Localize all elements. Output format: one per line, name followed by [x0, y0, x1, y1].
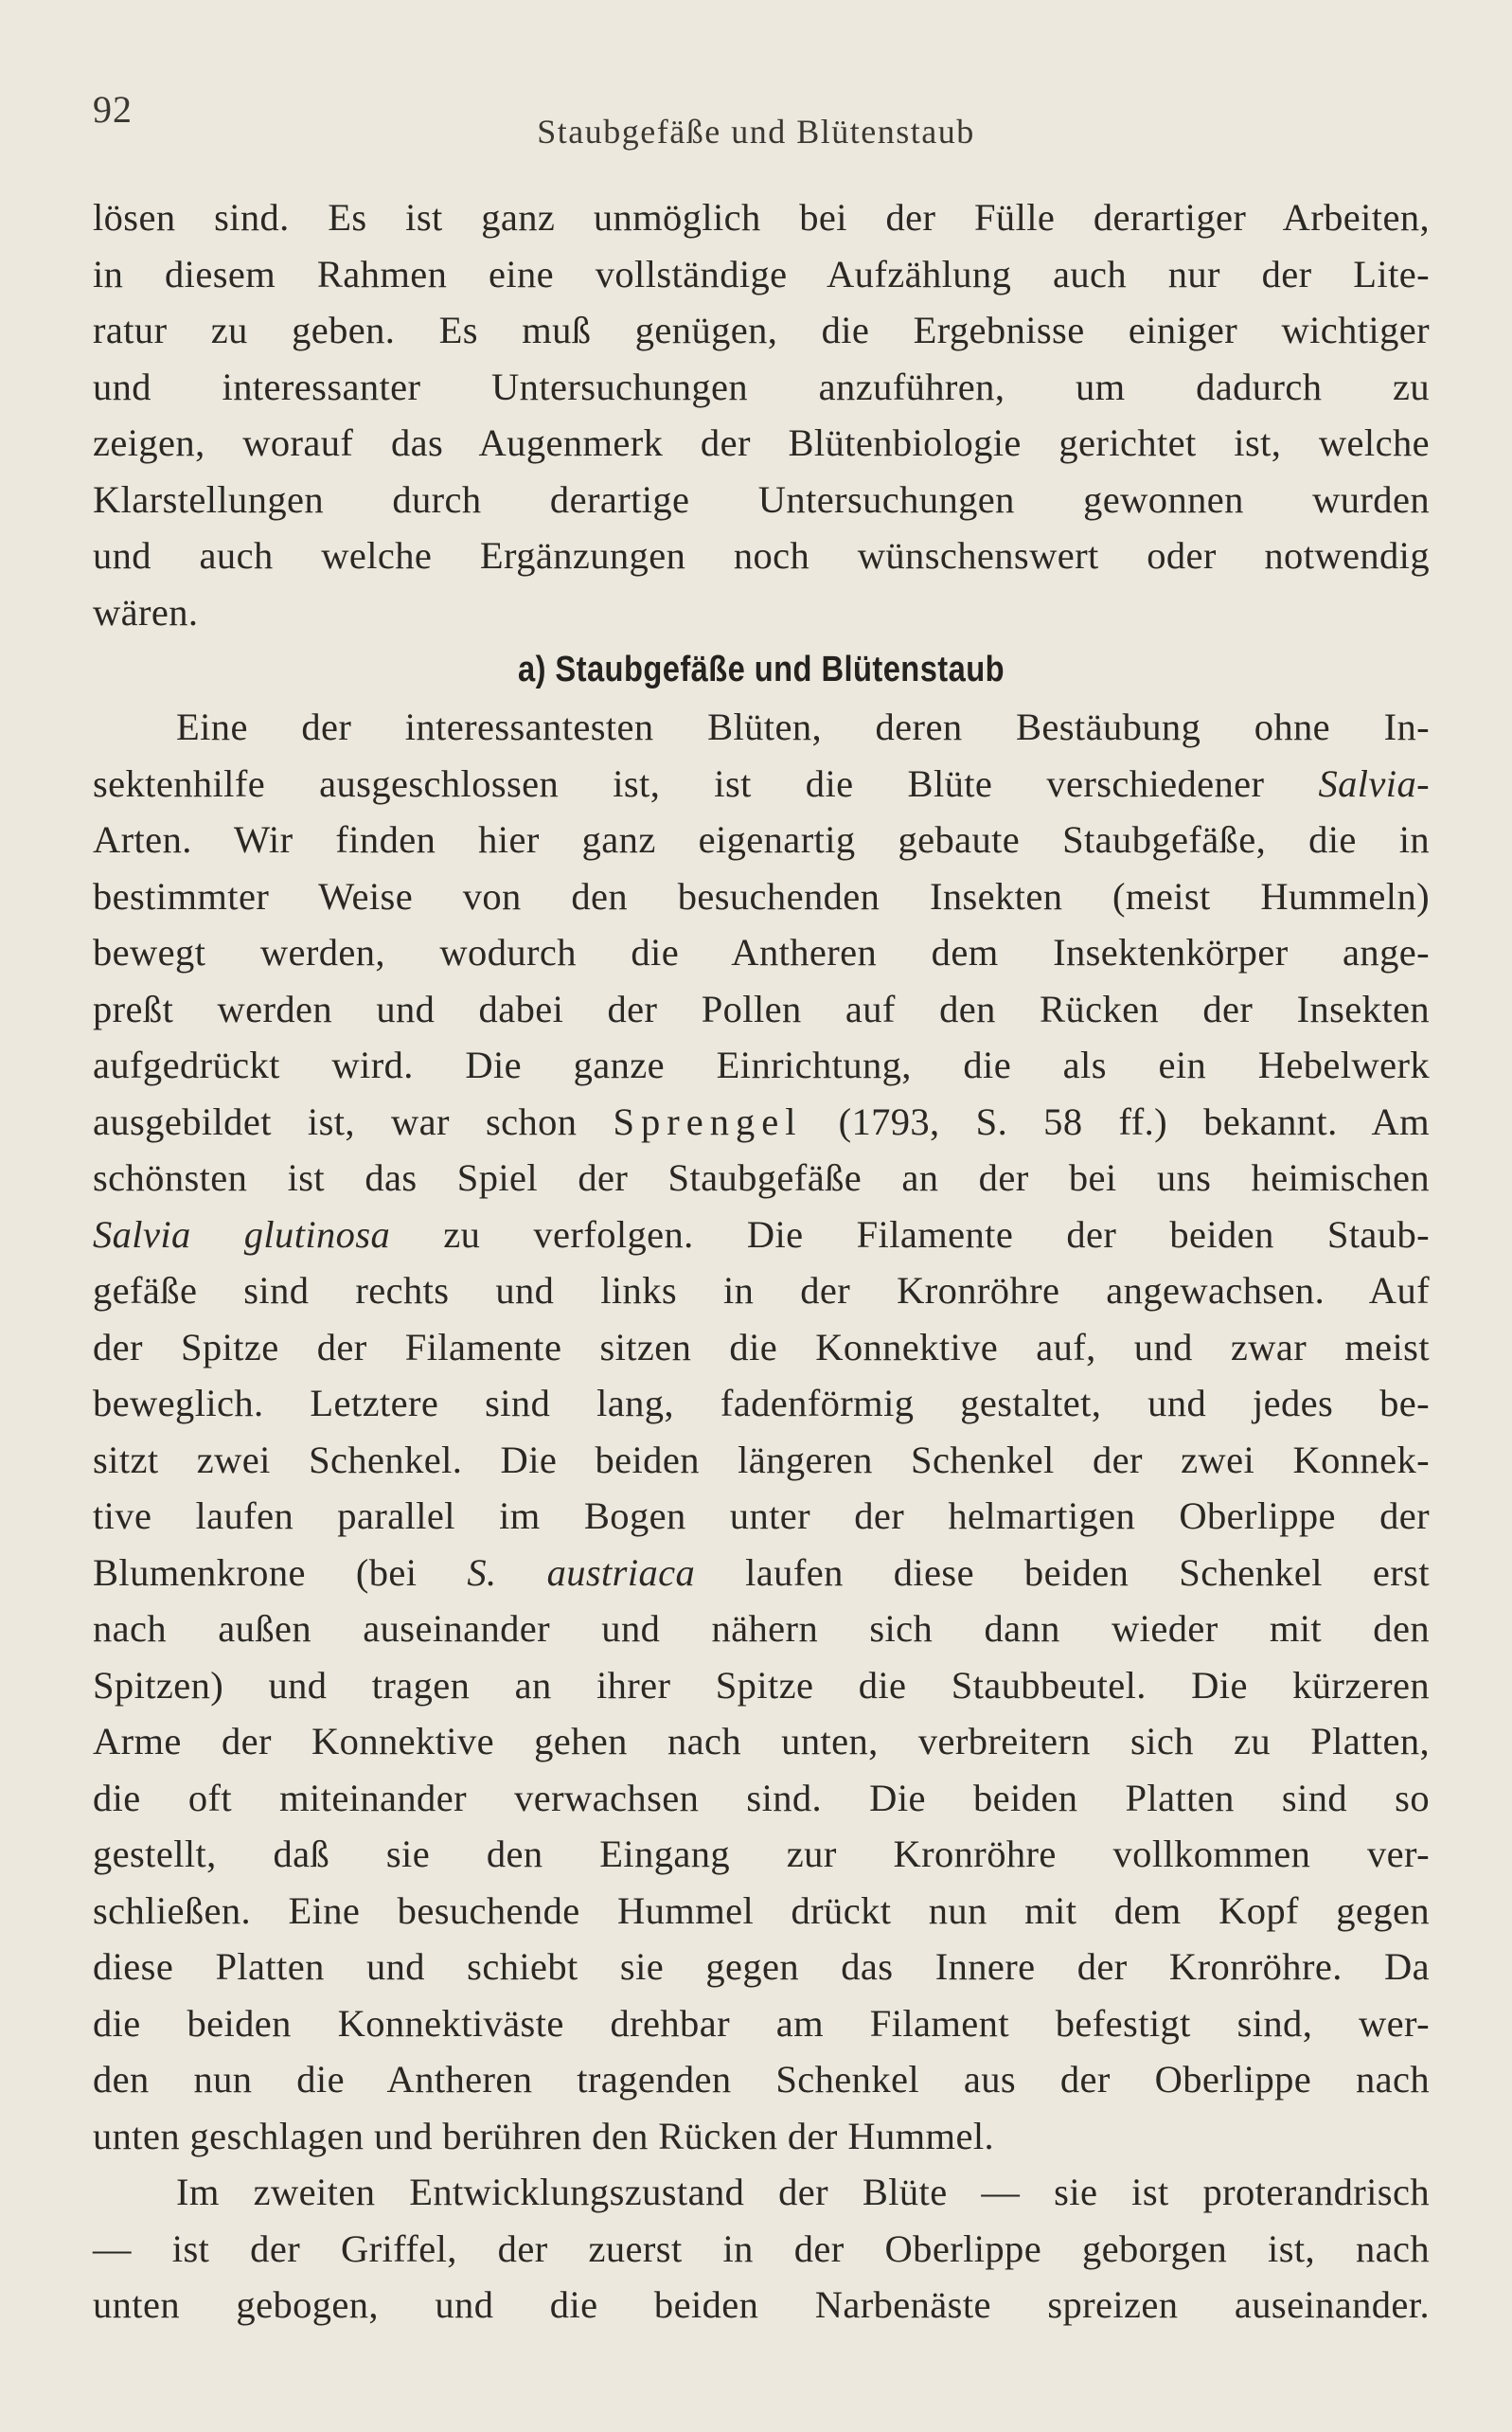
text-line: Eine der interessantesten Blüten, deren Bestäubung ohne In-: [176, 706, 1430, 748]
text-line: und auch welche Ergänzungen noch wünschenswert oder notwendig: [93, 534, 1430, 577]
text-line: nach außen auseinander und nähern sich dann wieder mit den: [93, 1607, 1430, 1650]
text-run: laufen diese beiden Schenkel erst: [695, 1550, 1430, 1594]
text-line: gestellt, daß sie den Eingang zur Kronröhre vollkommen ver-: [93, 1833, 1430, 1875]
text-line: bestimmter Weise von den besuchenden Insekten (meist Hummeln): [93, 874, 1430, 918]
text-run: (1793, S. 58 ff.) bekannt. Am: [802, 1100, 1430, 1143]
text-run: zu verfolgen. Die Filamente der beiden Staub-: [390, 1212, 1430, 1256]
text-line: in diesem Rahmen eine vollständige Aufzählung auch nur der Lite-: [93, 252, 1430, 295]
text-line: lösen sind. Es ist ganz unmöglich bei der Fülle derartiger Arbeiten,: [93, 196, 1430, 239]
paragraph: [93, 189, 1430, 640]
text-line: ratur zu geben. Es muß genügen, die Ergebnisse einiger wichtiger: [93, 309, 1430, 351]
text-line: sitzt zwei Schenkel. Die beiden längeren Schenkel der zwei Konnek-: [93, 1438, 1430, 1481]
text-line: Spitzen) und tragen an ihrer Spitze die Staubbeutel. Die kürzeren: [93, 1663, 1430, 1707]
paragraph: [93, 699, 1430, 2164]
body-text: [93, 189, 1430, 2334]
paragraph: [93, 2164, 1430, 2334]
text-line: schließen. Eine besuchende Hummel drückt nun mit dem Kopf gegen: [93, 1888, 1430, 1932]
taxon-name: Salvia-: [1318, 761, 1430, 805]
text-line: die beiden Konnektiväste drehbar am Filament befestigt sind, wer-: [93, 2001, 1430, 2045]
text-line: [93, 1094, 1430, 1151]
text-run: sektenhilfe ausgeschlossen ist, ist die Blüte verschiedener: [93, 761, 1319, 805]
text-run: Blumenkrone (bei: [93, 1550, 468, 1594]
text-line: Arme der Konnektive gehen nach unten, verbreitern sich zu Platten,: [93, 1720, 1430, 1762]
text-line: diese Platten und schiebt sie gegen das Innere der Kronröhre. Da: [93, 1945, 1430, 1988]
text-line: wären.: [93, 590, 199, 634]
text-line: der Spitze der Filamente sitzen die Konnektive auf, und zwar meist: [93, 1325, 1430, 1368]
text-line: unten gebogen, und die beiden Narbenäste spreizen auseinander.: [93, 2283, 1430, 2326]
text-run: ausgebildet ist, war schon: [93, 1100, 614, 1143]
page-number: 92: [93, 88, 133, 131]
text-line: den nun die Antheren tragenden Schenkel aus der Oberlippe nach: [93, 2058, 1430, 2101]
text-line: gefäße sind rechts und links in der Kronröhre angewachsen. Auf: [93, 1269, 1430, 1312]
text-line: und interessanter Untersuchungen anzuführen, um dadurch zu: [93, 365, 1430, 408]
text-line: tive laufen parallel im Bogen unter der helmartigen Oberlippe der: [93, 1494, 1430, 1537]
text-line: [93, 756, 1430, 813]
text-line: [93, 1545, 1430, 1601]
text-line: [93, 1207, 1430, 1263]
text-line: unten geschlagen und berühren den Rücken der Hummel.: [93, 2114, 995, 2157]
text-line: — ist der Griffel, der zuerst in der Oberlippe geborgen ist, nach: [93, 2226, 1430, 2270]
taxon-name: S. austriaca: [467, 1550, 696, 1594]
text-line: bewegt werden, wodurch die Antheren dem Insektenkörper ange-: [93, 931, 1430, 974]
text-line: zeigen, worauf das Augenmerk der Blütenbiologie gerichtet ist, welche: [93, 421, 1430, 464]
section-heading: a) Staubgefäße und Blütenstaub: [517, 650, 1005, 689]
running-title: Staubgefäße und Blütenstaub: [537, 113, 975, 151]
text-line: aufgedrückt wird. Die ganze Einrichtung, die als ein Hebelwerk: [93, 1044, 1430, 1086]
text-line: Arten. Wir finden hier ganz eigenartig gebaute Staubgefäße, die in: [93, 818, 1430, 861]
text-line: preßt werden und dabei der Pollen auf den Rücken der Insekten: [93, 987, 1430, 1030]
text-line: die oft miteinander verwachsen sind. Die beiden Platten sind so: [93, 1776, 1430, 1819]
text-line: beweglich. Letztere sind lang, fadenförmig gestaltet, und jedes be-: [93, 1382, 1430, 1424]
text-line: Klarstellungen durch derartige Untersuchungen gewonnen wurden: [93, 477, 1430, 521]
text-line: schönsten ist das Spiel der Staubgefäße an der bei uns heimischen: [93, 1156, 1430, 1199]
author-name: Sprengel: [613, 1100, 803, 1143]
text-line: Im zweiten Entwicklungszustand der Blüte — sie ist proterandrisch: [176, 2171, 1430, 2213]
taxon-name: Salvia glutinosa: [93, 1212, 391, 1256]
